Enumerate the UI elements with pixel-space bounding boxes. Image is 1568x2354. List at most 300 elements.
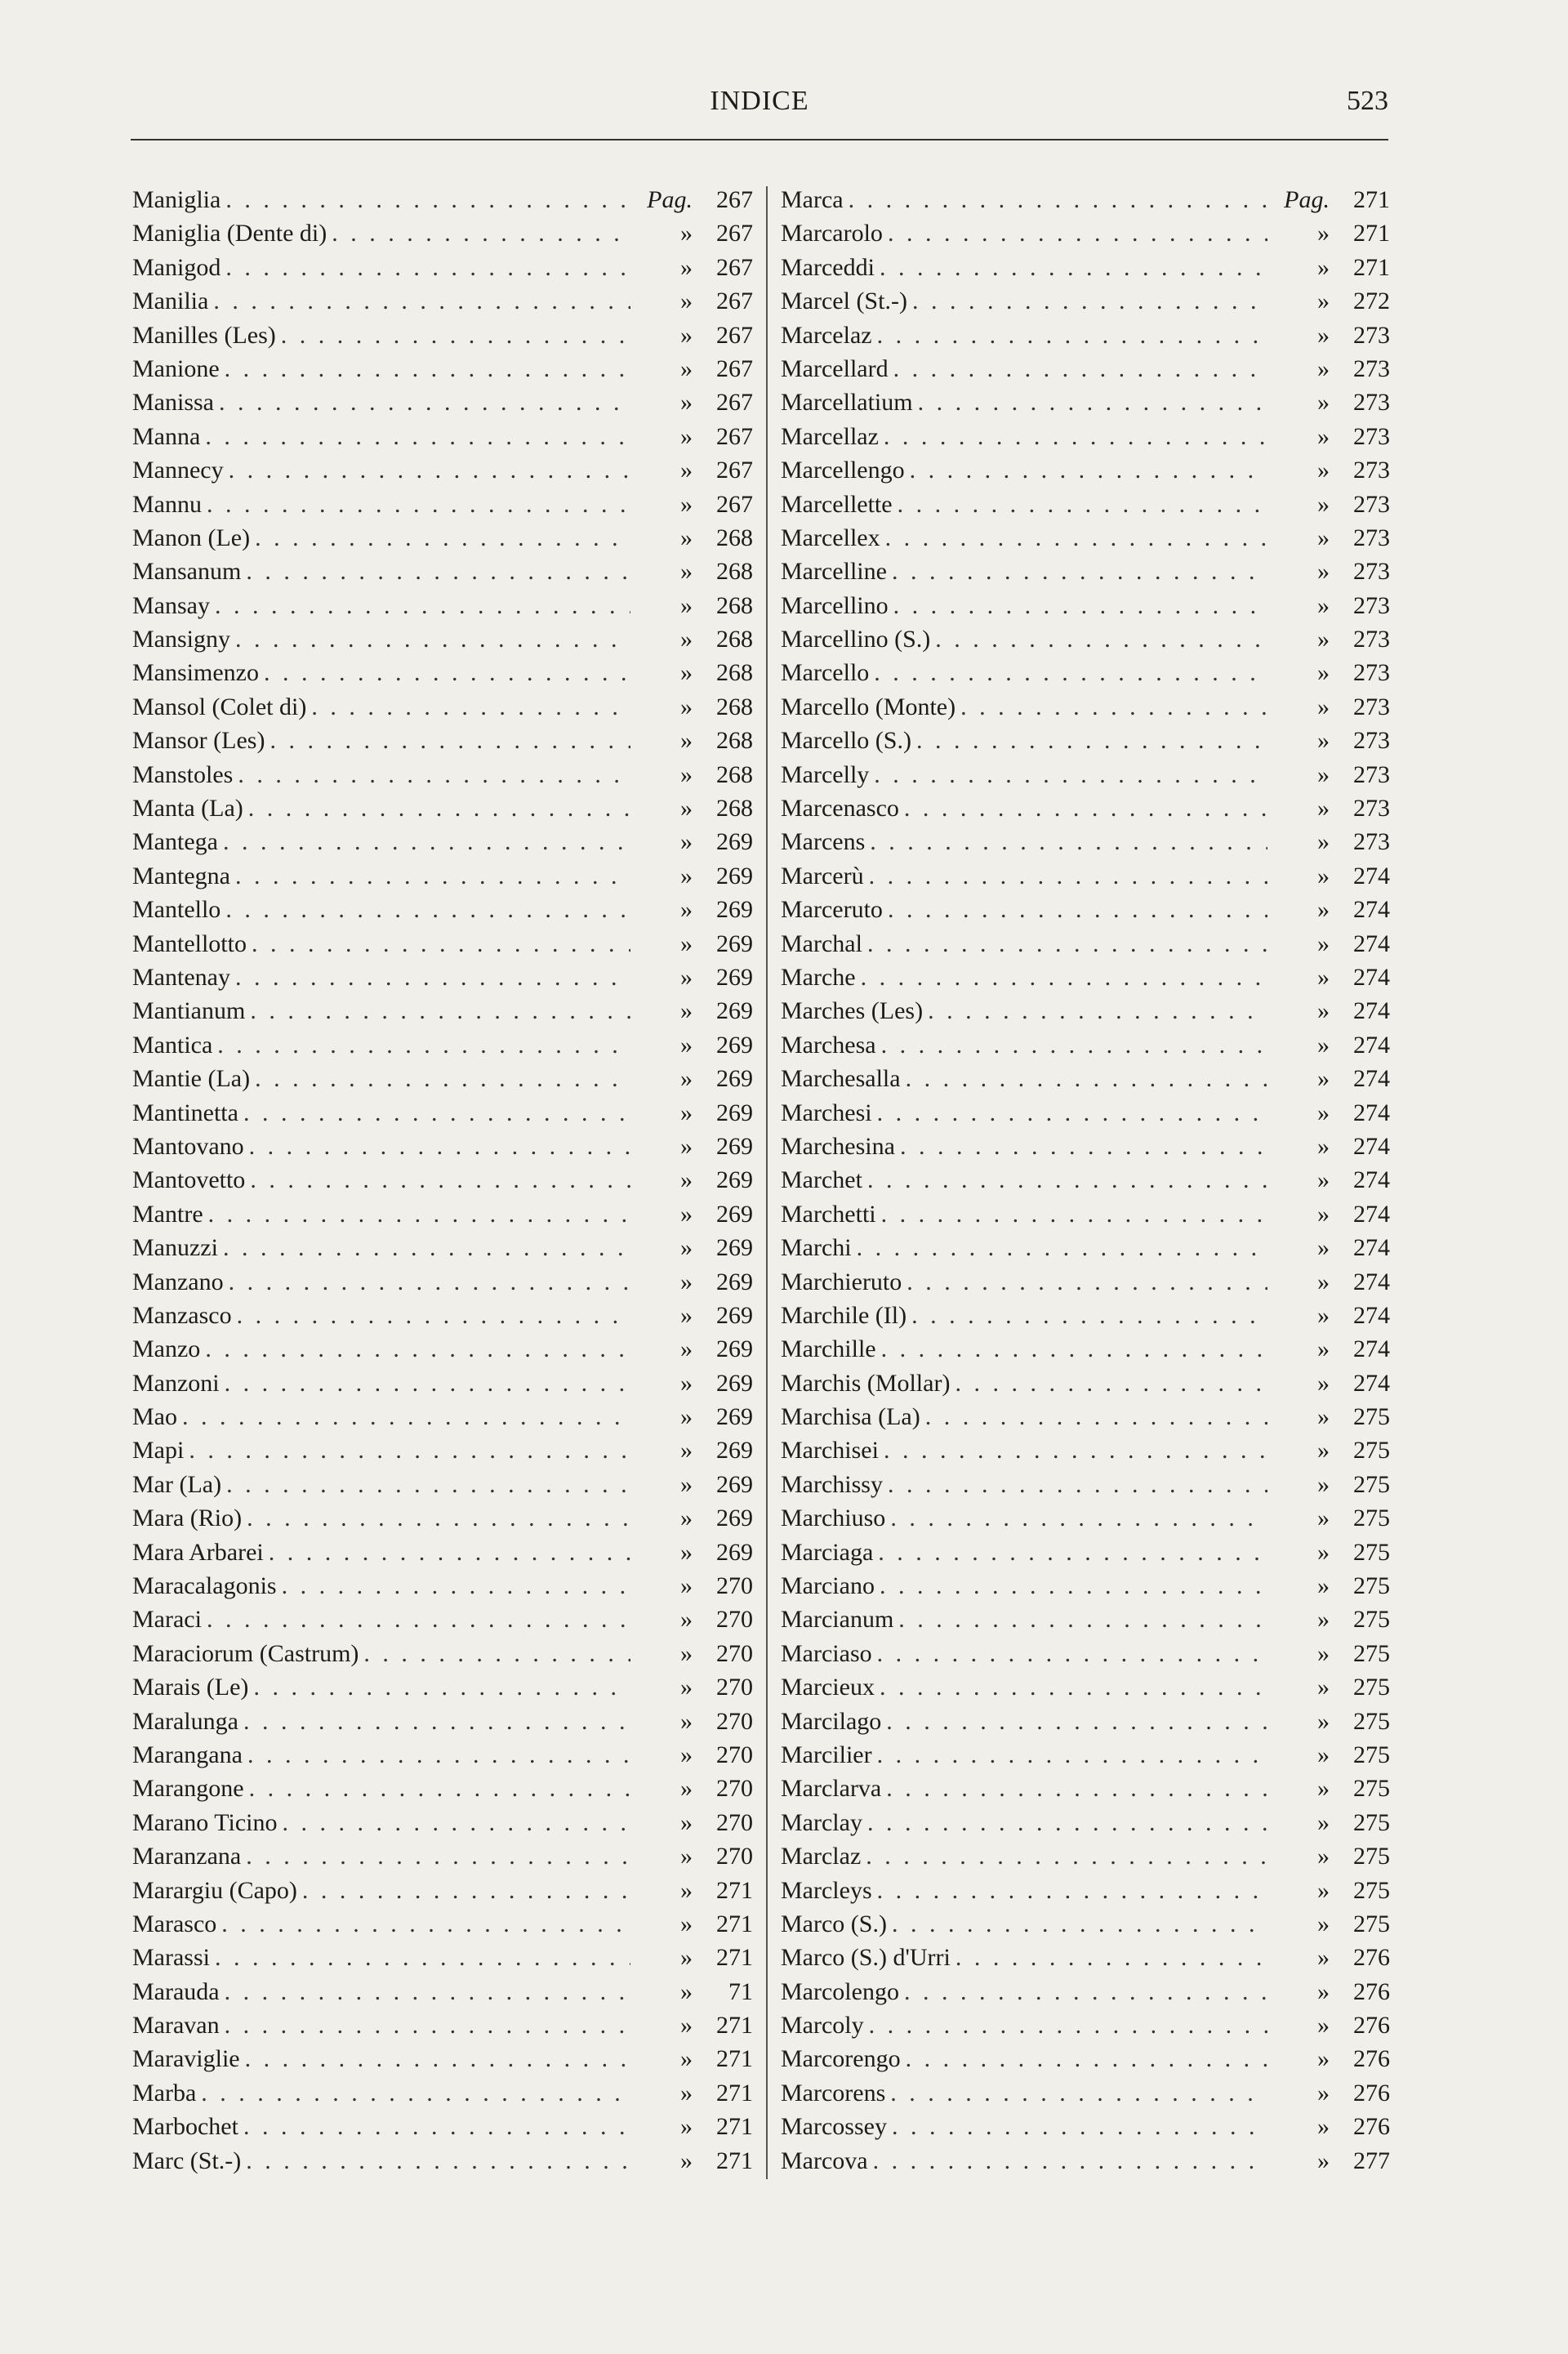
- entry-name: Marangone: [132, 1775, 244, 1803]
- entry-name: Marcelly: [781, 760, 870, 788]
- entry-name: Marcello (Monte): [781, 693, 956, 720]
- page-reference: [635, 863, 753, 890]
- dot-leader: [877, 1877, 1267, 1905]
- page-number-ref: 269: [716, 1301, 753, 1329]
- page-number-ref: 273: [1353, 693, 1390, 720]
- page-marker: »: [680, 1268, 693, 1295]
- dot-leader: [870, 828, 1267, 856]
- page-number-ref: 270: [716, 1572, 753, 1600]
- entry-name: Marcelline: [781, 558, 887, 586]
- page-number-ref: 274: [1353, 1301, 1390, 1329]
- index-entry: [132, 2012, 753, 2045]
- page-marker: »: [1317, 1977, 1330, 2005]
- index-entry: [132, 1133, 753, 1166]
- page-number-ref: 269: [716, 1132, 753, 1160]
- page-number-ref: 269: [716, 1166, 753, 1194]
- index-entry: [781, 1437, 1390, 1470]
- page-reference: [635, 1099, 753, 1127]
- dot-leader: [246, 1843, 630, 1870]
- page-marker: »: [1317, 1505, 1330, 1532]
- page-reference: [1272, 964, 1390, 992]
- page-marker: »: [680, 2079, 693, 2107]
- dot-leader: [849, 186, 1267, 214]
- index-entry: [132, 2045, 753, 2079]
- dot-leader: [960, 693, 1267, 721]
- page-reference: [1272, 254, 1390, 282]
- page-reference: [1272, 1065, 1390, 1093]
- page-number-ref: 269: [716, 1369, 753, 1397]
- page-marker: »: [1317, 558, 1330, 586]
- page-reference: [1272, 727, 1390, 755]
- dot-leader: [249, 1775, 630, 1803]
- page-number-ref: 274: [1353, 1031, 1390, 1059]
- index-entry: [781, 1843, 1390, 1876]
- page-number-ref: 276: [1353, 2113, 1390, 2141]
- page-marker: »: [1317, 1132, 1330, 1160]
- index-entry: [781, 997, 1390, 1031]
- page-reference: [1272, 1505, 1390, 1532]
- index-entry: [132, 761, 753, 795]
- page-number-ref: 274: [1353, 1065, 1390, 1093]
- page-reference: [635, 1910, 753, 1938]
- entry-name: Mantenay: [132, 963, 230, 991]
- page-number-ref: 271: [716, 2147, 753, 2174]
- dot-leader: [249, 1133, 630, 1161]
- dot-leader: [363, 1640, 630, 1668]
- dot-leader: [225, 2012, 630, 2040]
- page-number-ref: 270: [716, 1674, 753, 1701]
- index-entry: [132, 964, 753, 997]
- page-marker: »: [680, 354, 693, 382]
- dot-leader: [205, 1335, 630, 1363]
- entry-name: Marcel (St.-): [781, 288, 907, 315]
- page-number-ref: 274: [1353, 1234, 1390, 1262]
- page-reference: [635, 1133, 753, 1161]
- index-entry: [132, 1370, 753, 1403]
- page-reference: [635, 1471, 753, 1499]
- entry-name: Mansimenzo: [132, 659, 259, 687]
- page-number-ref: 274: [1353, 1099, 1390, 1126]
- entry-name: Marcellex: [781, 524, 880, 551]
- entry-name: Marcolengo: [781, 1977, 899, 2005]
- page-reference: [1272, 1471, 1390, 1499]
- entry-name: Marcossey: [781, 2113, 887, 2141]
- page-marker: »: [680, 963, 693, 991]
- page-number-ref: 274: [1353, 896, 1390, 924]
- page-reference: [1272, 355, 1390, 383]
- entry-name: Marcellino: [781, 591, 889, 619]
- page-number-ref: 269: [716, 930, 753, 957]
- dot-leader: [906, 1268, 1267, 1296]
- page-reference: [1272, 1234, 1390, 1262]
- page-reference: [1272, 1640, 1390, 1668]
- page-number-ref: 275: [1353, 1808, 1390, 1836]
- page-reference: [635, 254, 753, 282]
- page-reference: [1272, 558, 1390, 586]
- page-reference: [1272, 1133, 1390, 1161]
- index-entry: [781, 1065, 1390, 1099]
- page-number-ref: 271: [716, 2079, 753, 2107]
- index-entry: [132, 795, 753, 828]
- index-entry: [132, 1505, 753, 1538]
- index-entry: [781, 930, 1390, 964]
- page-marker: Pag.: [1284, 186, 1330, 213]
- page-number-ref: 268: [716, 795, 753, 823]
- dot-leader: [928, 997, 1267, 1025]
- page-number-ref: 271: [716, 2113, 753, 2141]
- page-reference: [1272, 693, 1390, 721]
- page-marker: »: [1317, 828, 1330, 856]
- page-marker: »: [680, 760, 693, 788]
- page-reference: [1272, 2147, 1390, 2175]
- page-reference: [1272, 930, 1390, 958]
- page-reference: [635, 659, 753, 687]
- page-number-ref: 267: [716, 457, 753, 484]
- entry-name: Mantica: [132, 1031, 213, 1059]
- dot-leader: [225, 186, 630, 214]
- entry-name: Mantegna: [132, 862, 230, 889]
- index-entry: [132, 1335, 753, 1369]
- index-entry: [781, 2147, 1390, 2181]
- index-entry: [132, 693, 753, 727]
- page-number-ref: 273: [1353, 795, 1390, 823]
- page-reference: [635, 2113, 753, 2141]
- entry-name: Marchesa: [781, 1031, 876, 1059]
- page-marker: »: [680, 1470, 693, 1498]
- entry-name: Marcleys: [781, 1876, 872, 1904]
- page-number-ref: 275: [1353, 1775, 1390, 1803]
- page-marker: »: [680, 1234, 693, 1262]
- index-entry: [781, 558, 1390, 591]
- dot-leader: [252, 930, 630, 958]
- entry-name: Manigod: [132, 253, 221, 281]
- page-number-ref: 275: [1353, 1674, 1390, 1701]
- entry-name: Marceddi: [781, 253, 875, 281]
- entry-name: Marchiuso: [781, 1505, 886, 1532]
- page-number-ref: 268: [716, 524, 753, 551]
- dot-leader: [332, 220, 630, 247]
- index-entry: [781, 2012, 1390, 2045]
- dot-leader: [888, 220, 1267, 247]
- index-entry: [781, 1944, 1390, 1977]
- page-marker: »: [1317, 490, 1330, 518]
- entry-name: Manzasco: [132, 1301, 232, 1329]
- index-entry: [781, 863, 1390, 896]
- page-marker: »: [680, 828, 693, 856]
- index-entry: [781, 1775, 1390, 1808]
- page-marker: »: [1317, 524, 1330, 551]
- page-marker: »: [680, 659, 693, 687]
- index-entry: [132, 626, 753, 659]
- page-marker: »: [1317, 760, 1330, 788]
- dot-leader: [861, 964, 1267, 992]
- entry-name: Manzoni: [132, 1369, 220, 1397]
- dot-leader: [208, 1201, 630, 1228]
- dot-leader: [243, 1099, 630, 1127]
- dot-leader: [223, 1234, 630, 1262]
- page-number-ref: 273: [1353, 389, 1390, 417]
- entry-name: Maraciorum (Castrum): [132, 1639, 359, 1667]
- index-entry: [781, 1606, 1390, 1639]
- page-marker: »: [680, 1403, 693, 1431]
- page-number-ref: 267: [716, 253, 753, 281]
- page-number-ref: 275: [1353, 1572, 1390, 1600]
- entry-name: Mara Arbarei: [132, 1538, 264, 1566]
- page-number-ref: 267: [716, 288, 753, 315]
- page-number-ref: 267: [716, 220, 753, 247]
- index-entry: [132, 1877, 753, 1910]
- dot-leader: [906, 2045, 1267, 2073]
- page-marker: »: [1317, 1674, 1330, 1701]
- dot-leader: [880, 1674, 1267, 1701]
- dot-leader: [892, 558, 1267, 586]
- page-marker: »: [1317, 422, 1330, 450]
- page-number-ref: 270: [716, 1707, 753, 1735]
- page-marker: »: [680, 693, 693, 720]
- index-entry: [781, 1708, 1390, 1741]
- page-reference: [635, 2080, 753, 2107]
- entry-name: Marcilier: [781, 1741, 872, 1768]
- entry-name: Marches (Les): [781, 997, 924, 1025]
- page-number-ref: 267: [716, 422, 753, 450]
- dot-leader: [226, 1471, 630, 1499]
- page-reference: [1272, 828, 1390, 856]
- page-marker: »: [1317, 1910, 1330, 1937]
- dot-leader: [956, 1944, 1267, 1972]
- index-entry: [781, 423, 1390, 457]
- entry-name: Marcerù: [781, 862, 864, 889]
- page-reference: [1272, 1201, 1390, 1228]
- page-reference: [1272, 491, 1390, 519]
- entry-name: Maniglia (Dente di): [132, 220, 327, 247]
- page-reference: [635, 220, 753, 247]
- page-reference: [1272, 1843, 1390, 1870]
- entry-name: Maralunga: [132, 1707, 238, 1735]
- page-number-ref: 273: [1353, 321, 1390, 349]
- page-reference: [635, 727, 753, 755]
- page-marker: »: [1317, 1808, 1330, 1836]
- page-reference: [1272, 2012, 1390, 2040]
- page-reference: [635, 186, 753, 214]
- page-number-ref: 269: [716, 1031, 753, 1059]
- page-number-ref: 273: [1353, 659, 1390, 687]
- index-entry: [132, 1403, 753, 1437]
- dot-leader: [238, 761, 630, 789]
- page-marker: Pag.: [647, 186, 693, 213]
- dot-leader: [878, 1539, 1267, 1567]
- dot-leader: [881, 1032, 1267, 1059]
- entry-name: Maraci: [132, 1606, 202, 1634]
- dot-leader: [235, 626, 630, 653]
- page-marker: »: [1317, 2045, 1330, 2073]
- entry-name: Marcorengo: [781, 2045, 901, 2073]
- page-number-ref: 271: [716, 1876, 753, 1904]
- page-reference: [1272, 1809, 1390, 1837]
- page-number-ref: 274: [1353, 1268, 1390, 1295]
- dot-leader: [213, 288, 630, 315]
- page-marker: »: [1317, 795, 1330, 823]
- page-reference: [635, 355, 753, 383]
- page-number-ref: 274: [1353, 1132, 1390, 1160]
- page-reference: [635, 423, 753, 451]
- page-marker: »: [680, 727, 693, 755]
- page-reference: [635, 1505, 753, 1532]
- index-column-left: [132, 186, 753, 2181]
- index-entry: [781, 1809, 1390, 1843]
- index-entry: [781, 1877, 1390, 1910]
- entry-name: Marano Ticino: [132, 1808, 278, 1836]
- page-number: 523: [1347, 86, 1388, 116]
- page-marker: »: [680, 220, 693, 247]
- entry-name: Marchal: [781, 930, 862, 957]
- page-marker: »: [1317, 1572, 1330, 1600]
- dot-leader: [898, 491, 1267, 519]
- dot-leader: [893, 592, 1267, 620]
- page-marker: »: [680, 1843, 693, 1870]
- page-reference: [1272, 2113, 1390, 2141]
- entry-name: Marcens: [781, 828, 866, 856]
- entry-name: Marciaso: [781, 1639, 872, 1667]
- entry-name: Mantie (La): [132, 1065, 251, 1093]
- dot-leader: [881, 1335, 1267, 1363]
- page-reference: [635, 1674, 753, 1701]
- page-number-ref: 275: [1353, 1639, 1390, 1667]
- page-number-ref: 268: [716, 659, 753, 687]
- dot-leader: [886, 1708, 1267, 1736]
- page-reference: [1272, 1370, 1390, 1398]
- index-entry: [781, 1370, 1390, 1403]
- page-reference: [635, 1268, 753, 1296]
- page-number-ref: 271: [716, 1944, 753, 1972]
- entry-name: Marcenasco: [781, 795, 899, 823]
- page-marker: »: [680, 389, 693, 417]
- page-number-ref: 275: [1353, 1606, 1390, 1634]
- page-number-ref: 267: [716, 186, 753, 213]
- page-header: [131, 86, 1388, 135]
- index-entry: [132, 1978, 753, 2012]
- entry-name: Mantellotto: [132, 930, 247, 957]
- page-number-ref: 273: [1353, 524, 1390, 551]
- page-number-ref: 269: [716, 1403, 753, 1431]
- entry-name: Marauda: [132, 1977, 220, 2005]
- page-reference: [635, 761, 753, 789]
- page-reference: [1272, 1877, 1390, 1905]
- entry-name: Marassi: [132, 1944, 210, 1972]
- dot-leader: [250, 1166, 630, 1194]
- page-reference: [1272, 659, 1390, 687]
- page-reference: [635, 322, 753, 350]
- page-number-ref: 270: [716, 1606, 753, 1634]
- page-number-ref: 267: [716, 321, 753, 349]
- page-reference: [1272, 1403, 1390, 1431]
- dot-leader: [217, 1032, 630, 1059]
- page-marker: »: [1317, 1301, 1330, 1329]
- entry-name: Marclaz: [781, 1843, 862, 1870]
- page-marker: »: [680, 2147, 693, 2174]
- index-entry: [132, 1809, 753, 1843]
- entry-name: Marchesalla: [781, 1065, 901, 1093]
- page-reference: [1272, 1978, 1390, 2006]
- index-entry: [132, 1268, 753, 1302]
- page-number-ref: 274: [1353, 1369, 1390, 1397]
- page-reference: [1272, 457, 1390, 484]
- header-rule: [131, 139, 1388, 140]
- index-entry: [132, 659, 753, 693]
- page-marker: »: [1317, 591, 1330, 619]
- page-marker: »: [680, 1132, 693, 1160]
- dot-leader: [884, 1437, 1267, 1465]
- index-entry: [781, 1572, 1390, 1606]
- page-reference: [1272, 626, 1390, 653]
- page-number-ref: 275: [1353, 1505, 1390, 1532]
- page-number-ref: 269: [716, 1200, 753, 1228]
- page-marker: »: [1317, 997, 1330, 1025]
- index-entry: [781, 186, 1390, 220]
- page-marker: »: [680, 795, 693, 823]
- entry-name: Manzo: [132, 1335, 201, 1363]
- page-marker: »: [1317, 2012, 1330, 2040]
- entry-name: Marcellard: [781, 354, 889, 382]
- page-reference: [635, 2147, 753, 2175]
- page-marker: »: [1317, 1403, 1330, 1431]
- dot-leader: [225, 254, 630, 282]
- page-marker: »: [680, 1741, 693, 1768]
- dot-leader: [935, 626, 1267, 653]
- page-marker: »: [680, 1944, 693, 1972]
- dot-leader: [243, 2113, 630, 2141]
- page-reference: [635, 592, 753, 620]
- index-entry: [132, 1437, 753, 1470]
- index-entry: [781, 1133, 1390, 1166]
- page-reference: [635, 1539, 753, 1567]
- entry-name: Marcilago: [781, 1707, 882, 1735]
- page-marker: »: [680, 1674, 693, 1701]
- index-entry: [781, 355, 1390, 389]
- index-entry: [781, 1505, 1390, 1538]
- entry-name: Mansol (Colet di): [132, 693, 307, 720]
- index-entry: [132, 558, 753, 591]
- index-entry: [132, 491, 753, 524]
- index-entry: [132, 1606, 753, 1639]
- page-marker: »: [680, 997, 693, 1025]
- dot-leader: [282, 1572, 630, 1600]
- page-marker: »: [1317, 659, 1330, 687]
- page-number-ref: 273: [1353, 558, 1390, 586]
- page-number-ref: 275: [1353, 1403, 1390, 1431]
- page-marker: »: [680, 321, 693, 349]
- page-marker: »: [1317, 693, 1330, 720]
- entry-name: Manzano: [132, 1268, 224, 1295]
- entry-name: Mansor (Les): [132, 727, 265, 755]
- page-number-ref: 275: [1353, 1876, 1390, 1904]
- page-number-ref: 277: [1353, 2147, 1390, 2174]
- dot-leader: [898, 1606, 1267, 1634]
- page-marker: »: [680, 1910, 693, 1937]
- page-marker: »: [1317, 1876, 1330, 1904]
- page-reference: [635, 1302, 753, 1330]
- page-marker: »: [680, 457, 693, 484]
- page-marker: »: [680, 896, 693, 924]
- page-number-ref: 269: [716, 862, 753, 889]
- page-reference: [635, 1032, 753, 1059]
- dot-leader: [255, 1065, 630, 1093]
- page-reference: [1272, 795, 1390, 823]
- entry-name: Marchesina: [781, 1132, 895, 1160]
- dot-leader: [269, 1539, 630, 1567]
- entry-name: Marcellaz: [781, 422, 879, 450]
- dot-leader: [912, 288, 1267, 315]
- dot-leader: [215, 592, 630, 620]
